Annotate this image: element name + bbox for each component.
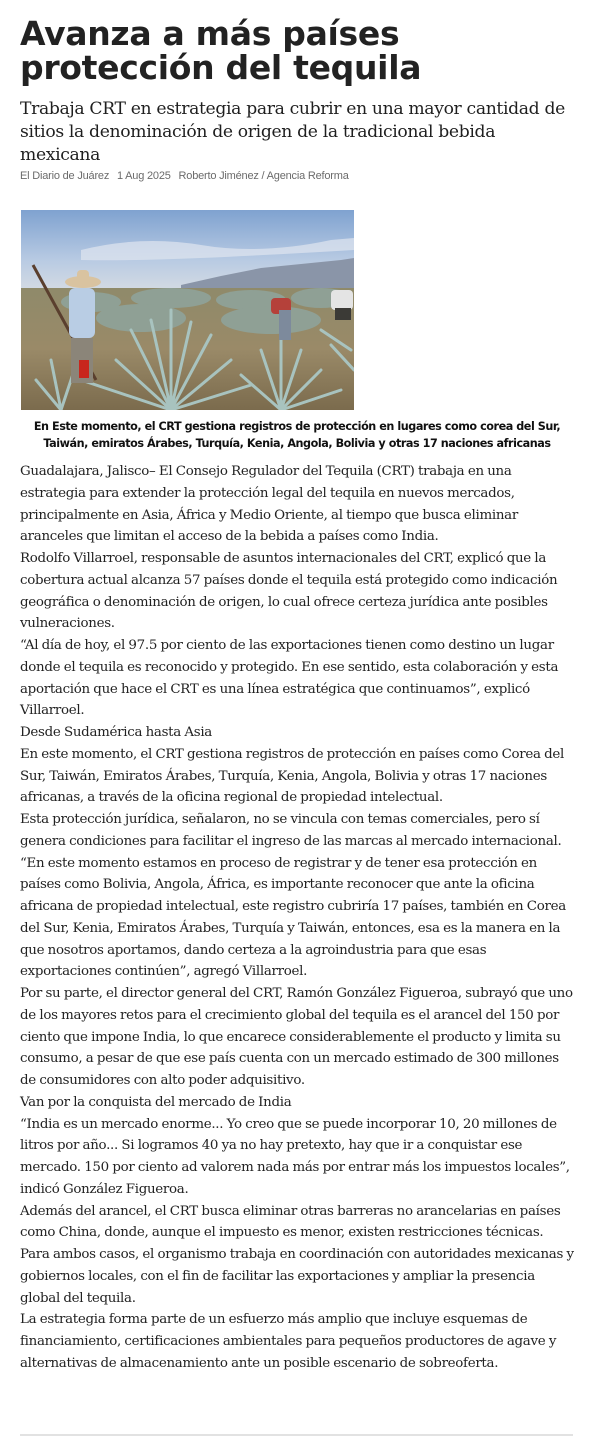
author-name: Roberto Jiménez / Agencia Reforma: [178, 170, 349, 182]
paragraph: Por su parte, el director general del CRT, Ramón González Figueroa, subrayó que uno de los mayores retos para el crecimiento global del tequila es el arancel del 150 por ciento que impone India, lo que encarece considerablemente el producto y limita su consumo, a pesar de que ese país cuenta con un mercado estimado de 300 millones de consumidores con alto poder adquisitivo.: [20, 986, 573, 1088]
section-heading: Van por la conquista del mercado de India: [20, 1094, 292, 1110]
article-meta: [20, 169, 354, 183]
section-heading: Desde Sudamérica hasta Asia: [20, 725, 212, 740]
headline: Avanza a más países protección del tequila: [20, 14, 422, 87]
paragraph: “Al día de hoy, el 97.5 por ciento de las exportaciones tienen como destino un lugar donde el tequila es reconocido y protegido. En ese sentido, esta colaboración y esta aportación que hace el CRT es una línea estratégica que continuamos”, explicó Villarroel.: [20, 638, 559, 719]
image-caption: En Este momento, el CRT gestiona registros de protección en lugares como corea del Sur, Taiwán, emiratos Árabes, Turquía, Kenia, Angola, Bolivia y otras 17 naciones africanas: [33, 420, 561, 450]
subtitle: Trabaja CRT en estrategia para cubrir en una mayor cantidad de sitios la denominación de origen de la tradicional bebida mexicana: [20, 99, 565, 165]
article-body: [20, 461, 576, 1375]
article-figure: [21, 210, 354, 410]
source-name[interactable]: El Diario de Juárez: [20, 170, 110, 182]
publish-date: 1 Aug 2025: [117, 170, 171, 182]
agave-field-photo: [21, 210, 354, 410]
paragraph: Esta protección jurídica, señalaron, no se vincula con temas comerciales, pero sí genera condiciones para facilitar el ingreso de las marcas al mercado internacional.: [20, 812, 562, 849]
paragraph: En este momento, el CRT gestiona registros de protección en países como Corea del Sur, Taiwán, Emiratos Árabes, Turquía, Kenia, Angola, Bolivia y otras 17 naciones africanas, a través de la oficina regional de propiedad intelectual.: [20, 746, 565, 806]
paragraph: “En este momento estamos en proceso de registrar y de tener esa protección en países como Bolivia, Angola, África, es importante reconocer que ante la oficina africana de propiedad intelectual, este registro cubriría 17 países, también en Corea del Sur, Kenia, Emiratos Árabes, Turquía y Taiwán, entonces, esa es la manera en la que nosotros aportamos, dando certeza a la agroindustria para que esas exportaciones continúen”, agregó Villarroel.: [20, 855, 566, 980]
paragraph: Rodolfo Villarroel, responsable de asuntos internacionales del CRT, explicó que la cobertura actual alcanza 57 países donde el tequila está protegido como indicación geográfica o denominación de origen, lo cual ofrece certeza jurídica ante posibles vulneraciones.: [20, 551, 558, 632]
bottom-divider: [20, 1434, 573, 1436]
paragraph: “India es un mercado enorme... Yo creo que se puede incorporar 10, 20 millones de litros por año... Si logramos 40 ya no hay pretexto, hay que ir a conquistar ese mercado. 150 por ciento ad valorem nada más por entrar más los impuestos locales”, indicó González Figueroa.: [20, 1116, 570, 1197]
paragraph: Además del arancel, el CRT busca eliminar otras barreras no arancelarias en países como China, donde, aunque el impuesto es menor, existen restricciones técnicas. Para ambos casos, el organismo trabaja en coordinación con autoridades mexicanas y gobiernos locales, con el fin de facilitar las exportaciones y ampliar la presencia global del tequila.: [20, 1203, 574, 1306]
paragraph: La estrategia forma parte de un esfuerzo más amplio que incluye esquemas de financiamiento, certificaciones ambientales para pequeños productores de agave y alternativas de almacenamiento ante un posible escenario de sobreoferta.: [20, 1312, 557, 1371]
paragraph: Guadalajara, Jalisco– El Consejo Regulador del Tequila (CRT) trabaja en una estrategia para extender la protección legal del tequila en nuevos mercados, principalmente en Asia, África y Medio Oriente, al tiempo que busca eliminar aranceles que limitan el acceso de la bebida a países como India.: [20, 464, 518, 545]
